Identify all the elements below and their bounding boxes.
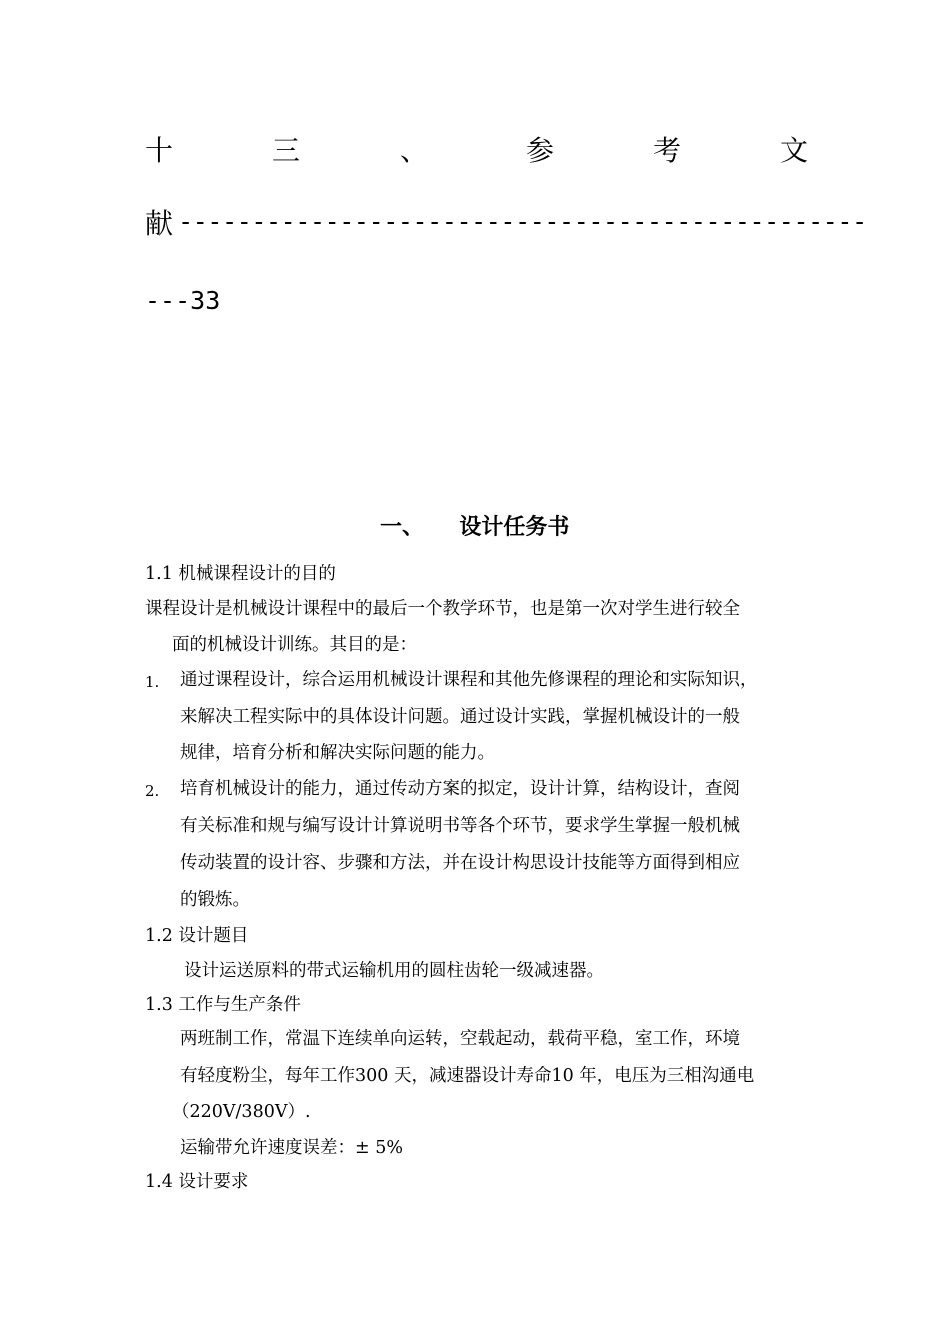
- list-line: 来解决工程实际中的具体设计问题。通过设计实践，掌握机械设计的一般: [180, 707, 740, 727]
- list-line: 规律，培育分析和解决实际问题的能力。: [180, 743, 495, 763]
- paragraph-line: 设计运送原料的带式运输机用的圆柱齿轮一级减速器。: [184, 961, 604, 981]
- paragraph-line: 课程设计是机械设计课程中的最后一个教学环节，也是第一次对学生进行较全: [145, 599, 740, 619]
- toc-line-2: [145, 207, 867, 240]
- list-marker: 1.: [145, 673, 160, 691]
- list-marker: 2.: [145, 782, 160, 800]
- list-line: 培育机械设计的能力，通过传动方案的拟定，设计计算，结构设计，查阅: [180, 779, 740, 799]
- list-line: 通过课程设计，综合运用机械设计课程和其他先修课程的理论和实际知识，: [180, 670, 758, 690]
- toc-char: 、: [400, 134, 429, 167]
- toc-leader-dashes: -----------------------------------------------: [178, 207, 867, 236]
- paragraph-line: 两班制工作，常温下连续单向运转，空载起动，载荷平稳，室工作，环境: [180, 1029, 740, 1049]
- list-line: 的锻炼。: [180, 890, 250, 910]
- paragraph-line: 有轻度粉尘，每年工作300 天，减速器设计寿命10 年，电压为三相沟通电: [180, 1066, 755, 1086]
- paragraph-line: （220V/380V）.: [172, 1102, 311, 1122]
- paragraph-line: 运输带允许速度误差：± 5%: [180, 1138, 403, 1158]
- heading-number: 一、: [380, 515, 425, 540]
- toc-char: 参: [526, 134, 555, 167]
- subheading-1-4: 1.4 设计要求: [145, 1172, 249, 1192]
- section-heading: [380, 510, 569, 541]
- subheading-1-3: 1.3 工作与生产条件: [145, 995, 301, 1015]
- heading-title: 设计任务书: [459, 515, 570, 540]
- toc-char: 文: [780, 134, 809, 167]
- toc-char: 考: [653, 134, 682, 167]
- toc-char: 献: [145, 207, 174, 240]
- toc-page-number: ---33: [145, 286, 221, 315]
- paragraph-line: 面的机械设计训练。其目的是：: [172, 635, 417, 655]
- subheading-1-2: 1.2 设计题目: [145, 926, 249, 946]
- list-line: 传动装置的设计容、步骤和方法，并在设计构思设计技能等方面得到相应: [180, 853, 740, 873]
- toc-char: 十: [145, 134, 174, 167]
- toc-char: 三: [272, 134, 301, 167]
- list-line: 有关标准和规与编写设计计算说明书等各个环节，要求学生掌握一般机械: [180, 816, 740, 836]
- subheading-1-1: 1.1 机械课程设计的目的: [145, 564, 336, 584]
